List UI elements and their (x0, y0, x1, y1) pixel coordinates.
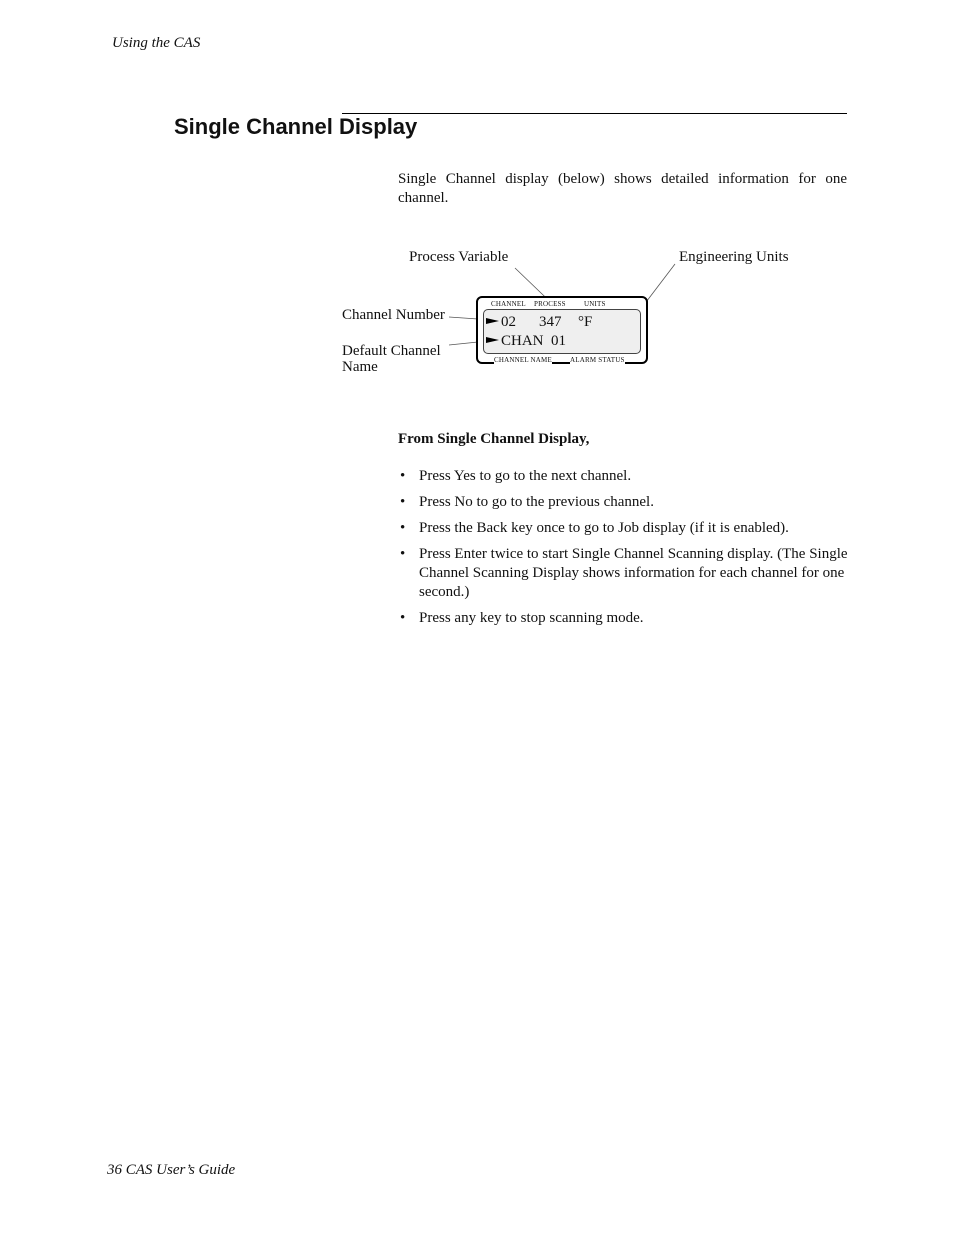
lcd-tag-units: UNITS (584, 300, 606, 308)
row2-pointer-icon (486, 337, 499, 343)
lcd-display (476, 296, 648, 364)
list-item (398, 467, 850, 486)
lcd-tag-alarm-status: ALARM STATUS (570, 356, 625, 364)
lcd-screen (483, 309, 641, 354)
process-variable-label: Process Variable (409, 249, 509, 265)
instructions-list (398, 467, 850, 635)
bullet-icon: • (400, 494, 406, 510)
running-header: Using the CAS (112, 35, 201, 51)
channel-number-leader (449, 317, 478, 319)
list-item-text: Press the Back key once to go to Job display (if it is enabled). (419, 520, 789, 536)
single-channel-diagram (0, 0, 954, 420)
intro-paragraph: Single Channel display (below) shows detailed information for one channel. (398, 171, 847, 206)
list-item-text: Press Enter twice to start Single Channel Scanning display. (The Single Channel Scanning Display shows information for each channel for one second.) (419, 546, 848, 600)
channel-number-label: Channel Number (342, 307, 445, 323)
lcd-tag-channel: CHANNEL (491, 300, 526, 308)
page-footer: 36 CAS User’s Guide (107, 1162, 236, 1178)
list-item-text: Press Yes to go to the next channel. (419, 468, 632, 484)
section-title: Single Channel Display (174, 114, 418, 139)
bullet-icon: • (400, 520, 406, 536)
lcd-tag-channel-name: CHANNEL NAME (494, 356, 552, 364)
bullet-icon: • (400, 468, 406, 484)
channel-name-leader (449, 342, 478, 345)
lcd-process-value: 347 (539, 314, 562, 330)
list-item (398, 609, 850, 628)
list-item (398, 493, 850, 512)
instructions-heading: From Single Channel Display, (398, 431, 590, 447)
lcd-channel-number: 02 (501, 314, 516, 330)
list-item-text: Press any key to stop scanning mode. (419, 610, 644, 626)
lcd-tag-process: PROCESS (534, 300, 566, 308)
lcd-arrow-icons (485, 317, 501, 351)
list-item-text: Press No to go to the previous channel. (419, 494, 654, 510)
default-channel-name-label: Default Channel Name (342, 343, 441, 375)
bullet-icon: • (400, 546, 406, 562)
lcd-units: °F (578, 314, 593, 330)
row1-pointer-icon (486, 318, 499, 324)
lcd-channel-name: CHAN 01 (501, 333, 567, 349)
bullet-icon: • (400, 610, 406, 626)
list-item (398, 519, 850, 538)
engineering-units-label: Engineering Units (679, 249, 789, 265)
list-item (398, 545, 850, 602)
